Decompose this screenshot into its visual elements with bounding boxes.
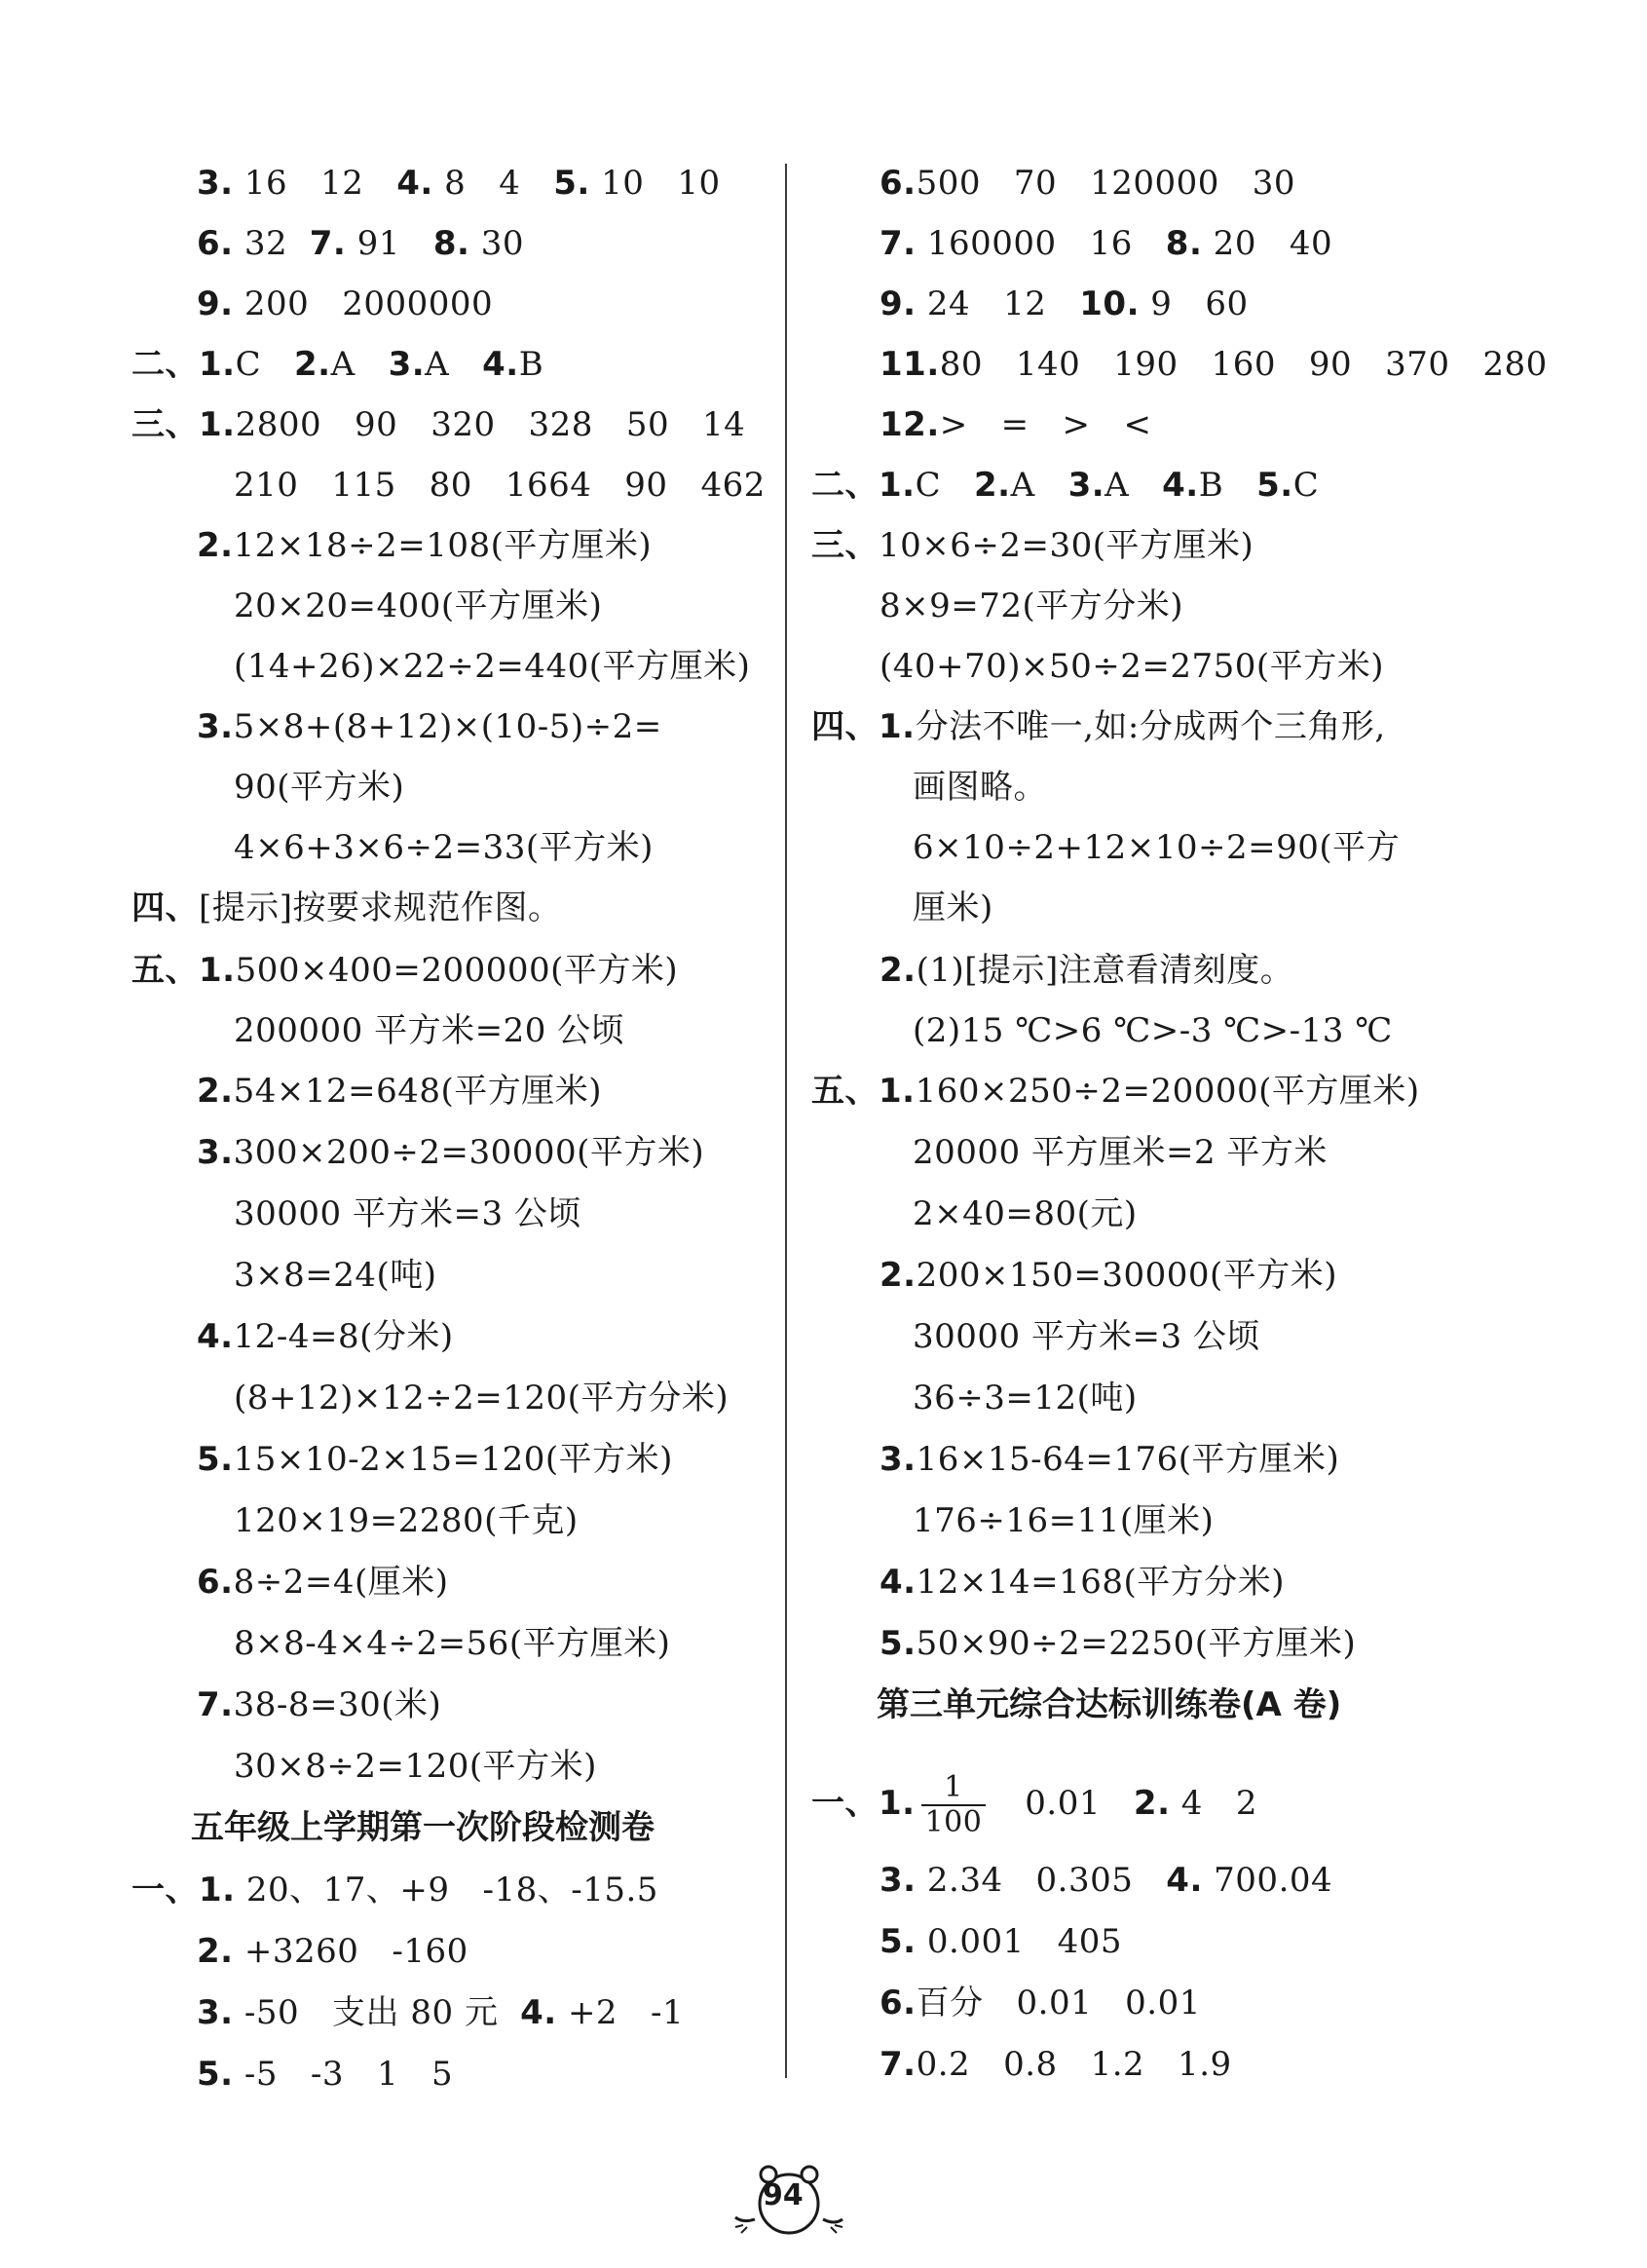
answer-line: 36÷3=12(吨): [913, 1379, 1138, 1418]
answer-line: 一、1. 20、17、+9 -18、-15.5: [131, 1871, 658, 1909]
answer-line: (2)15 ℃>6 ℃>-3 ℃>-13 ℃: [913, 1011, 1393, 1050]
answer-line: 8×9=72(平方分米): [880, 586, 1184, 625]
answer-line: 五、1.500×400=200000(平方米): [131, 951, 679, 990]
section-heading: 第三单元综合达标训练卷(A 卷): [877, 1685, 1342, 1724]
answer-line: 2.(1)[提示]注意看清刻度。: [880, 951, 1294, 990]
answer-line: 4×6+3×6÷2=33(平方米): [234, 828, 654, 867]
answer-line: 三、1.2800 90 320 328 50 14: [131, 405, 746, 444]
answer-line: 5.15×10-2×15=120(平方米): [197, 1440, 673, 1479]
answer-line: 30000 平方米=3 公顷: [913, 1317, 1260, 1356]
answer-line: 20×20=400(平方厘米): [234, 586, 603, 625]
answer-line: 8×8-4×4÷2=56(平方厘米): [234, 1624, 671, 1663]
answer-line: 5. -5 -3 1 5: [197, 2055, 454, 2094]
section-heading: 五年级上学期第一次阶段检测卷: [191, 1808, 655, 1847]
answer-line: 11.80 140 190 160 90 370 280: [880, 345, 1548, 384]
answer-line: 6.百分 0.01 0.01: [880, 1984, 1201, 2022]
answer-line: 二、1.C 2.A 3.A 4.B: [131, 345, 544, 384]
answer-line: 30000 平方米=3 公顷: [234, 1194, 581, 1233]
fraction: $\frac{1}{100}$: [921, 1771, 987, 1839]
answer-line: 6.500 70 120000 30: [880, 164, 1296, 203]
answer-line: 四、[提示]按要求规范作图。: [131, 888, 562, 927]
answer-line: 4.12-4=8(分米): [197, 1317, 454, 1356]
answer-line: 2.200×150=30000(平方米): [880, 1256, 1338, 1295]
answer-line: 7. 160000 16 8. 20 40: [880, 224, 1333, 263]
answer-line: 7.0.2 0.8 1.2 1.9: [880, 2045, 1232, 2084]
answer-line: 3.5×8+(8+12)×(10-5)÷2=: [197, 707, 662, 746]
answer-line: 2. +3260 -160: [197, 1932, 468, 1971]
answer-line: 一、1. $\frac{1}{100}$ 0.01 2. 4 2: [811, 1770, 1257, 1839]
answer-line: (14+26)×22÷2=440(平方厘米): [234, 647, 751, 686]
answer-line: 三、10×6÷2=30(平方厘米): [811, 526, 1254, 565]
answer-line: 2×40=80(元): [913, 1194, 1138, 1233]
answer-line: 二、1.C 2.A 3.A 4.B 5.C: [811, 466, 1320, 505]
answer-line: 3.300×200÷2=30000(平方米): [197, 1133, 705, 1172]
answer-line: 2.54×12=648(平方厘米): [197, 1072, 603, 1111]
answer-line: 200000 平方米=20 公顷: [234, 1011, 625, 1050]
answer-line: 20000 平方厘米=2 平方米: [913, 1133, 1328, 1172]
page-number: 94: [763, 2178, 804, 2212]
answer-line: 120×19=2280(千克): [234, 1501, 579, 1540]
answer-line: 3.16×15-64=176(平方厘米): [880, 1440, 1340, 1479]
answer-line: 画图略。: [913, 768, 1047, 807]
answer-line: 厘米): [913, 888, 993, 927]
answer-line: 五、1.160×250÷2=20000(平方厘米): [811, 1072, 1420, 1111]
answer-line: 7.38-8=30(米): [197, 1685, 442, 1724]
answer-line: 4.12×14=168(平方分米): [880, 1563, 1286, 1602]
answer-line: 3×8=24(吨): [234, 1256, 437, 1295]
answer-line: 3. 16 12 4. 8 4 5. 10 10: [197, 164, 721, 203]
answer-line: 3. -50 支出 80 元 4. +2 -1: [197, 1993, 685, 2032]
answer-line: 四、1.分法不唯一,如:分成两个三角形,: [811, 707, 1386, 746]
answer-line: 2.12×18÷2=108(平方厘米): [197, 526, 653, 565]
answer-line: 90(平方米): [234, 768, 405, 807]
answer-line: 6. 32 7. 91 8. 30: [197, 224, 524, 263]
answer-line: 9. 24 12 10. 9 60: [880, 284, 1249, 323]
answer-line: (8+12)×12÷2=120(平方分米): [234, 1379, 730, 1418]
answer-line: 6×10÷2+12×10÷2=90(平方: [913, 828, 1401, 867]
answer-line: 12.> = > <: [880, 405, 1152, 444]
answer-line: 176÷16=11(厘米): [913, 1501, 1215, 1540]
answer-line: 5. 0.001 405: [880, 1922, 1123, 1961]
answer-line: 9. 200 2000000: [197, 284, 494, 323]
answer-line: 5.50×90÷2=2250(平方厘米): [880, 1624, 1357, 1663]
answer-line: 210 115 80 1664 90 462: [234, 466, 766, 505]
answer-line: 6.8÷2=4(厘米): [197, 1563, 449, 1602]
answer-line: (40+70)×50÷2=2750(平方米): [880, 647, 1384, 686]
column-divider: [785, 164, 787, 2078]
answer-line: 30×8÷2=120(平方米): [234, 1747, 597, 1786]
answer-line: 3. 2.34 0.305 4. 700.04: [880, 1861, 1333, 1900]
page-number-badge: [726, 2163, 852, 2241]
